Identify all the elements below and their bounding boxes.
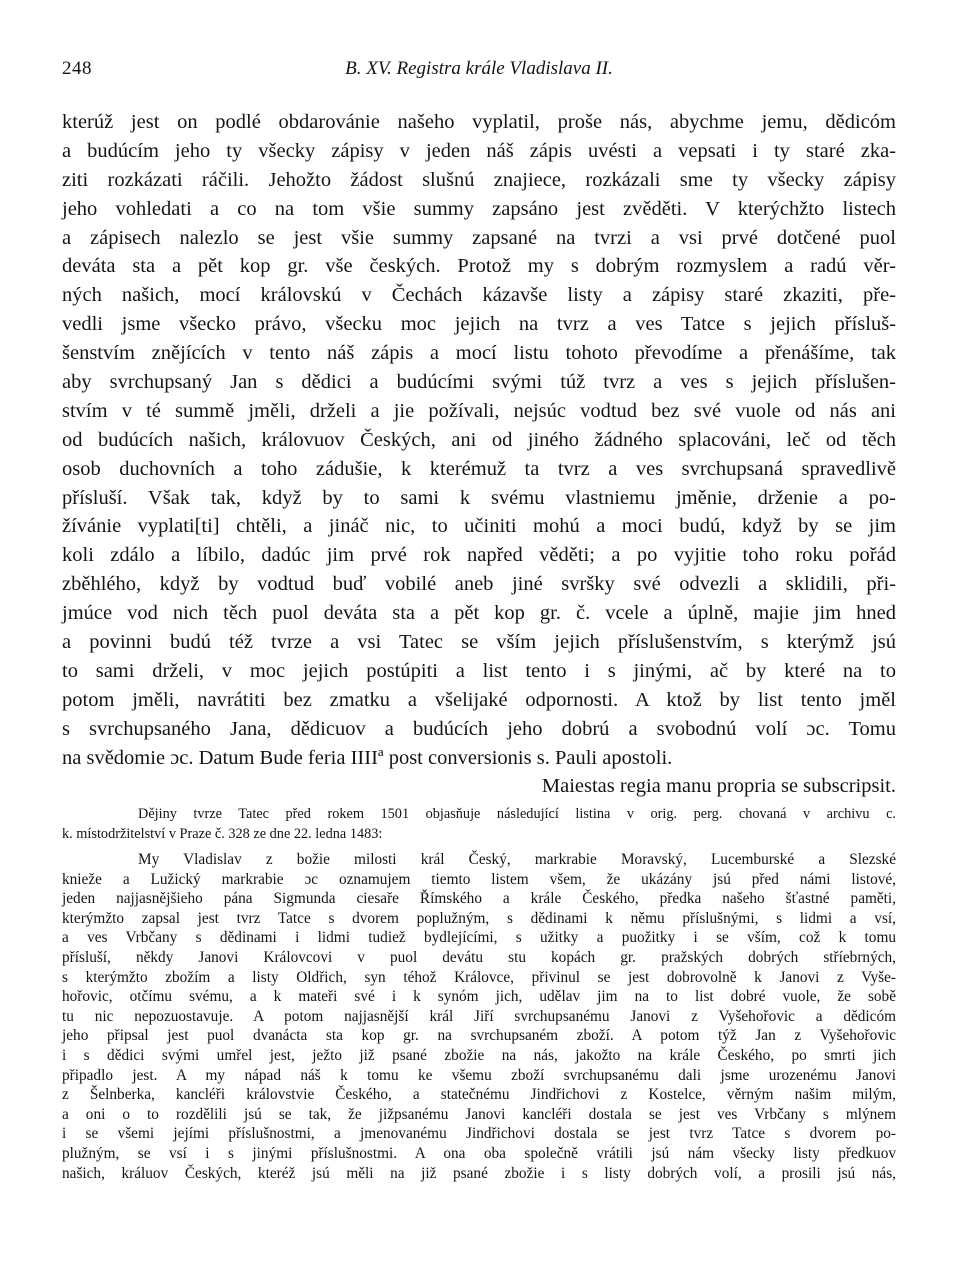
charter-text-line: hořovic, otčímu svému, a k mateři své i k synóm jich, udělav jim na to list dobré vuole, že sobě bbox=[62, 988, 896, 1006]
main-text-line: zběhlého, když by vodtud buď vobilé aneb jiné svršky své odvezli a sklidili, při- bbox=[62, 573, 896, 596]
main-text-line: to sami drželi, v moc jejich postúpiti a list tento i s jinými, ač by které na to bbox=[62, 659, 896, 682]
charter-text-line: a ves Vrbčany s dědinami i lidmi tudiež bydlejícími, s užitky a puožitky i se vším, což k tomu bbox=[62, 929, 896, 947]
main-text-line: koli zdálo a líbilo, dadúc jim prvé rok napřed věděti; a po vyjitie toho roku pořád bbox=[62, 544, 896, 567]
main-text-line: jeho vohledati a co na tom všie summy zapsáno jest zvěděti. V kterýchžto listech bbox=[62, 197, 896, 220]
main-text-line: na svědomie ɔc. Datum Bude feria IIIIª post conversionis s. Pauli apostoli. bbox=[62, 746, 673, 769]
page-header bbox=[62, 58, 896, 88]
main-text-block bbox=[62, 108, 896, 801]
main-text-line: ných našich, mocí královskú v Čechách kázavše listy a zápisy staré zkaziti, pře- bbox=[62, 284, 896, 307]
main-text-line: šenstvím znějících v tento náš zápis a mocí listu tohoto převodíme a přenášíme, tak bbox=[62, 342, 896, 365]
editorial-note-line: Dějiny tvrze Tatec před rokem 1501 objasňuje následující listina v orig. perg. chovaná v archivu c. bbox=[138, 806, 896, 822]
main-text-line: osob duchovních a toho zádušie, k kterémuž ta tvrz a ves svrchupsaná spravedlivě bbox=[62, 457, 896, 480]
main-text-line: potom jměli, navrátiti bez zmatku a všelijaké odpornosti. A ktož by list tento jměl bbox=[62, 688, 896, 711]
main-text-line: aby svrchupsaný Jan s dědici a budúcími svými túž tvrz a ves s jejich příslušen- bbox=[62, 371, 896, 394]
charter-text-block bbox=[62, 850, 896, 1183]
main-text-line: s svrchupsaného Jana, dědicuov a budúcích jeho dobrú a svobodnú volí ɔc. Tomu bbox=[62, 717, 896, 740]
main-text-line: deváta sta a pět kop gr. vše českých. Protož my s dobrým rozmyslem a radú věr- bbox=[62, 255, 896, 278]
charter-text-line: z Šelnberka, kancléři královstvie Českého, a statečnému Jindřichovi z Kostelce, věrným našim milým, bbox=[62, 1086, 896, 1104]
charter-text-line: a oni o to rozdělili jsú se tak, že jižpsanému Janovi kancléři dostala se jest ves Vrbčany s mlýnem bbox=[62, 1105, 896, 1123]
charter-text-line: knieže a Lužický markrabie ɔc oznamujem tiemto listem všem, že ukázány jsú před námi listové, bbox=[62, 870, 896, 888]
charter-text-line: připadlo jest. A my nápad náš k tomu ke všemu zboží svrchupsanému dali jsme urozenému Janovi bbox=[62, 1066, 896, 1084]
charter-text-line: i s dědici svými umřel jest, ježto již psané zbožie na nás, jakožto na krále Českého, po smrti jich bbox=[62, 1046, 896, 1064]
charter-text-line: kterýmžto zapsal jest tvrz Tatce s dvorem poplužným, s dědinami k němu příslušnými, s lidmi a vsí, bbox=[62, 909, 896, 927]
charter-text-line: tu nic nepozuostavuje. A potom najjasnější král Jiří svrchupsanému Janovi z Vyšehořovic a dědicóm bbox=[62, 1007, 896, 1025]
editorial-note-line: k. místodržitelství v Praze č. 328 ze dne 22. ledna 1483: bbox=[62, 826, 383, 842]
main-text-line: žívánie vyplati[ti] chtěli, a jináč nic, to učiniti mohú a moci budú, když by se jim bbox=[62, 515, 896, 538]
main-text-line: od budúcích našich, královuov Českých, ani od jiného žádného splacováni, leč od těch bbox=[62, 428, 896, 451]
main-text-line: a povinni budú též tvrze a vsi Tatec se vším jejich příslušenstvím, s kterýmž jsú bbox=[62, 631, 896, 654]
royal-signature-line: Maiestas regia manu propria se subscripsit. bbox=[541, 775, 896, 798]
charter-text-line: přísluší, někdy Janovi Královcovi v puol devátu stu kopách gr. pražských dobrých stříebrných, bbox=[62, 948, 896, 966]
editorial-note bbox=[62, 804, 896, 844]
charter-text-line: My Vladislav z božie milosti král Český, markrabie Moravský, Lucemburské a Slezské bbox=[138, 851, 896, 868]
charter-text-line: s kterýmžto zbožím a listy Oldřich, syn téhož Královce, přivinul se jest dobrovolně k Janovi z Vyše- bbox=[62, 968, 896, 986]
main-text-line: ziti rozkázati ráčili. Jehožto žádost slušnú znajiece, rozkázali sme ty všecky zápisy bbox=[62, 168, 896, 191]
main-text-line: kterúž jest on podlé obdarovánie našeho vyplatil, proše nás, abychme jemu, dědicóm bbox=[62, 111, 896, 133]
main-text-line: a budúcím jeho ty všecky zápisy v jeden náš zápis uvésti a vepsati i ty staré zka- bbox=[62, 139, 896, 162]
main-text-line: stvím v té summě jměli, drželi a jie požívali, nejsúc vodtud bez své vuole od nás ani bbox=[62, 399, 896, 422]
charter-text-line: jeho připsal jest puol dvanácta sta kop gr. na svrchupsaném zboží. A potom týž Jan z Vyšehořovic bbox=[62, 1027, 896, 1045]
charter-text-line: plužným, se vsí i s jinými příslušnostmi. A ona oba společně vrátili jsú nám všecky listy předkuov bbox=[62, 1144, 896, 1162]
main-text-line: vedli jsme všecko právo, všecku moc jejich na tvrz a ves Tatce s jejich přísluš- bbox=[62, 313, 896, 336]
main-text-line: jmúce vod nich těch puol deváta sta a pět kop gr. č. vcele a úplně, majie jim hned bbox=[62, 602, 896, 625]
running-head: B. XV. Registra krále Vladislava II. bbox=[345, 58, 613, 79]
charter-text-line: našich, králuov Českých, kteréž jsú měli na již psané zbožie i s listy dobrých volí, a prosili jsú nás, bbox=[62, 1164, 896, 1182]
charter-text-line: jeden najjasnějšieho pána Sigmunda ciesaře Římského a krále Českého, předka našeho šťastné paměti, bbox=[62, 890, 896, 908]
main-text-line: a zápisech nalezlo se jest všie summy zapsané na tvrzi a vsi prvé dotčené puol bbox=[62, 226, 896, 249]
main-text-line: přísluší. Však tak, když by to sami k svému vlastniemu jměnie, drženie a po- bbox=[62, 486, 896, 509]
page-number: 248 bbox=[62, 58, 92, 79]
charter-text-line: i se všemi jejími příslušnostmi, a jmenovanému Jindřichovi dostala se jest tvrz Tatce s dvorem po- bbox=[62, 1125, 896, 1143]
